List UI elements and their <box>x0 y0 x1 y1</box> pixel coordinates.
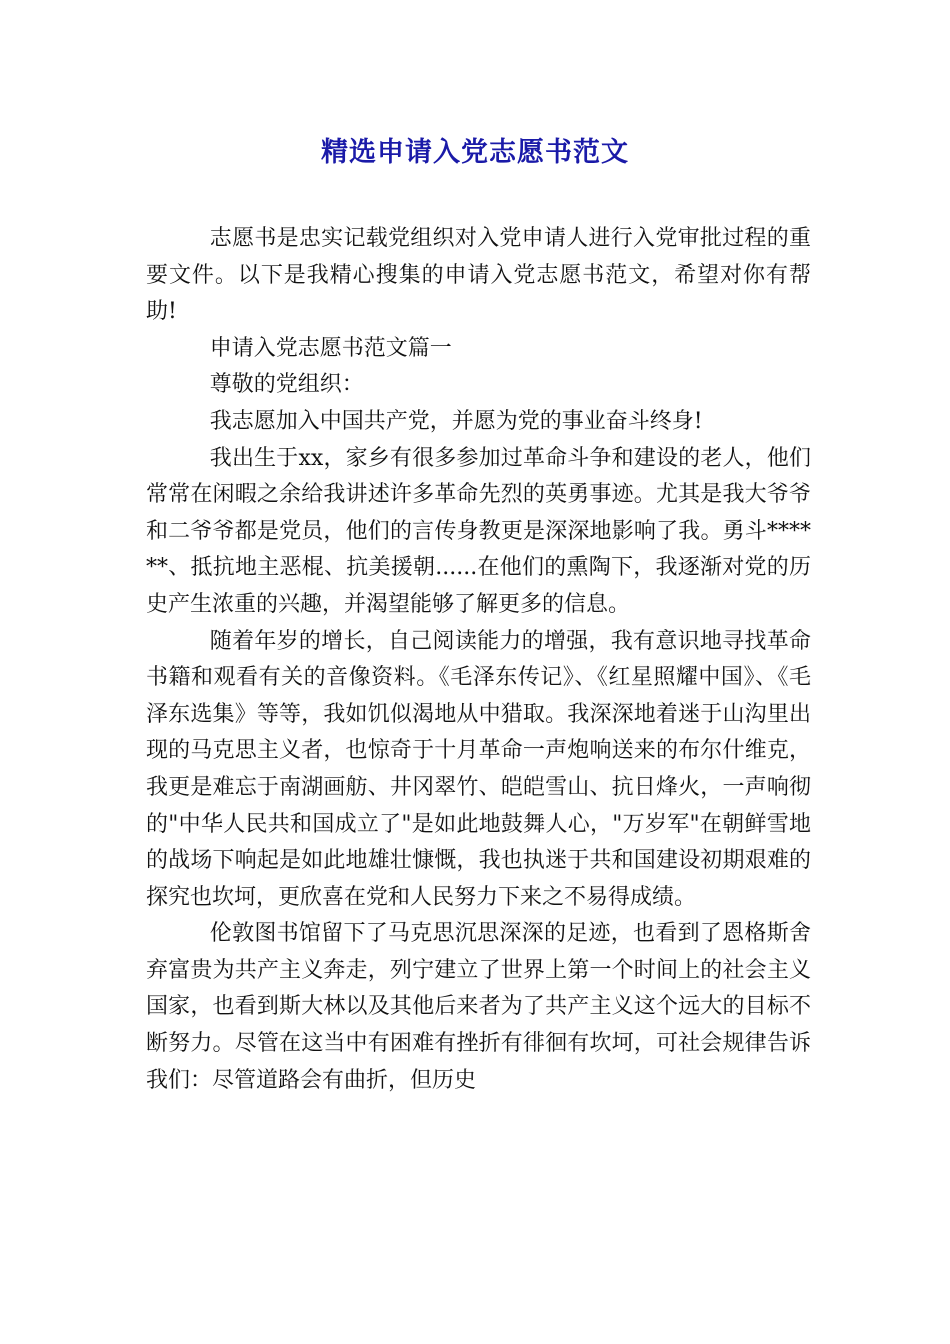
paragraph-heading: 申请入党志愿书范文篇一 <box>209 335 452 361</box>
paragraph-body: 我出生于xx，家乡有很多参加过革命斗争和建设的老人，他们常常在闲暇之余给我讲述许多革命先烈的英勇事迹。尤其是我大爷爷和二爷爷都是党员，他们的言传身教更是深深地影响了我。勇斗******、抵抗地主恶棍、抗美援朝......在他们的熏陶下，我逐渐对党的历史产生浓重的兴趣，并渴望能够了解更多的信息。 <box>146 445 811 617</box>
paragraph-pledge: 我志愿加入中国共产党，并愿为党的事业奋斗终身! <box>209 408 703 434</box>
paragraph-salutation: 尊敬的党组织： <box>209 372 364 398</box>
paragraph-body: 伦敦图书馆留下了马克思沉思深深的足迹，也看到了恩格斯舍弃富贵为共产主义奔走，列宁建立了世界上第一个时间上的社会主义国家，也看到斯大林以及其他后来者为了共产主义这个远大的目标不断努力。尽管在这当中有困难有挫折有徘徊有坎坷，可社会规律告诉我们：尽管道路会有曲折，但历史 <box>146 921 811 1093</box>
document-body <box>146 221 811 1099</box>
document-title: 精选申请入党志愿书范文 <box>321 137 629 168</box>
paragraph-body: 随着年岁的增长，自己阅读能力的增强，我有意识地寻找革命书籍和观看有关的音像资料。《毛泽东传记》、《红星照耀中国》、《毛泽东选集》等等，我如饥似渴地从中猎取。我深深地着迷于山沟里出现的马克思主义者，也惊奇于十月革命一声炮响送来的布尔什维克，我更是难忘于南湖画舫、井冈翠竹、皑皑雪山、抗日烽火，一声响彻的"中华人民共和国成立了"是如此地鼓舞人心，"万岁军"在朝鲜雪地的战场下响起是如此地雄壮慷慨，我也执迷于共和国建设初期艰难的探究也坎坷，更欣喜在党和人民努力下来之不易得成绩。 <box>146 628 811 910</box>
paragraph-intro: 志愿书是忠实记载党组织对入党申请人进行入党审批过程的重要文件。以下是我精心搜集的申请入党志愿书范文，希望对你有帮助! <box>146 226 811 325</box>
